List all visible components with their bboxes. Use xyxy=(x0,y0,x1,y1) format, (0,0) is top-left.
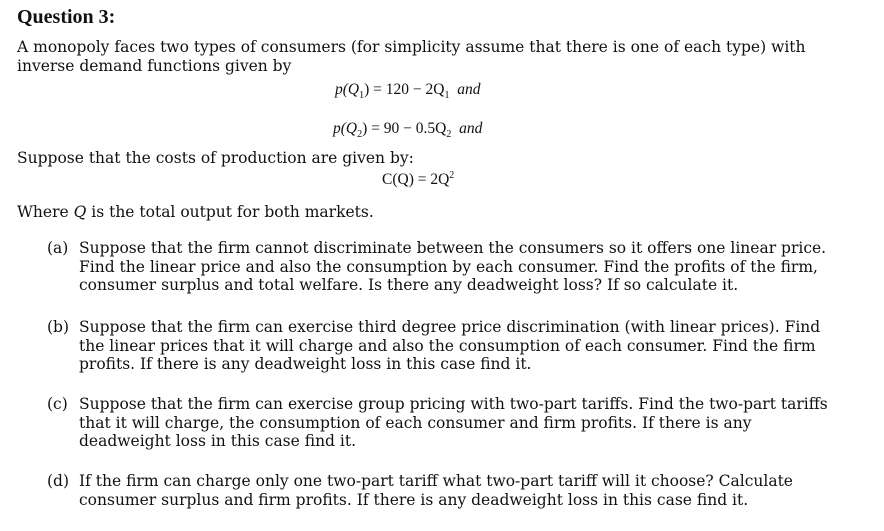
part-label: (b) xyxy=(47,318,70,336)
part-text: Suppose that the firm can exercise group pricing with two-part tariffs. Find the two-part tariffs that it will charge, the consumption of each consumer and firm profits. If there is any deadweight loss in this case find it. xyxy=(79,395,828,450)
where-statement: Where Q is the total output for both markets. xyxy=(17,203,374,221)
demand-equation-2: $p(Q_2) = 90 - 0.5Q_2$ and xyxy=(333,120,483,141)
part-text: Suppose that the firm cannot discriminate between the consumers so it offers one linear price. Find the linear price and also the consumption by each consumer. Find the profits of the firm, consumer surplus and total welfare. Is there any deadweight loss? If so calculate it. xyxy=(79,239,827,294)
demand-equation-1: $p(Q_1) = 120 - 2Q_1$ and xyxy=(335,81,481,102)
part-label: (a) xyxy=(47,239,69,257)
part-label: (d) xyxy=(47,472,70,490)
costs-statement: Suppose that the costs of production are given by: xyxy=(17,149,414,167)
part-text: Suppose that the firm can exercise third degree price discrimination (with linear prices). Find the linear prices that it will charge and also the consumption of each consumer. Find the firm profits. If there is any deadweight loss in this case find it. xyxy=(79,318,821,373)
question-title: Question 3: xyxy=(17,6,116,28)
part-label: (c) xyxy=(47,395,68,413)
cost-equation: $C(Q) = 2Q^2$ xyxy=(382,169,455,188)
part-text: If the firm can charge only one two-part tariff what two-part tariff will it choose? Calculate consumer surplus and firm profits. If there is any deadweight loss in this case find it. xyxy=(79,472,793,509)
question-intro: A monopoly faces two types of consumers (for simplicity assume that there is one of each type) with inverse demand functions given by xyxy=(17,38,806,75)
